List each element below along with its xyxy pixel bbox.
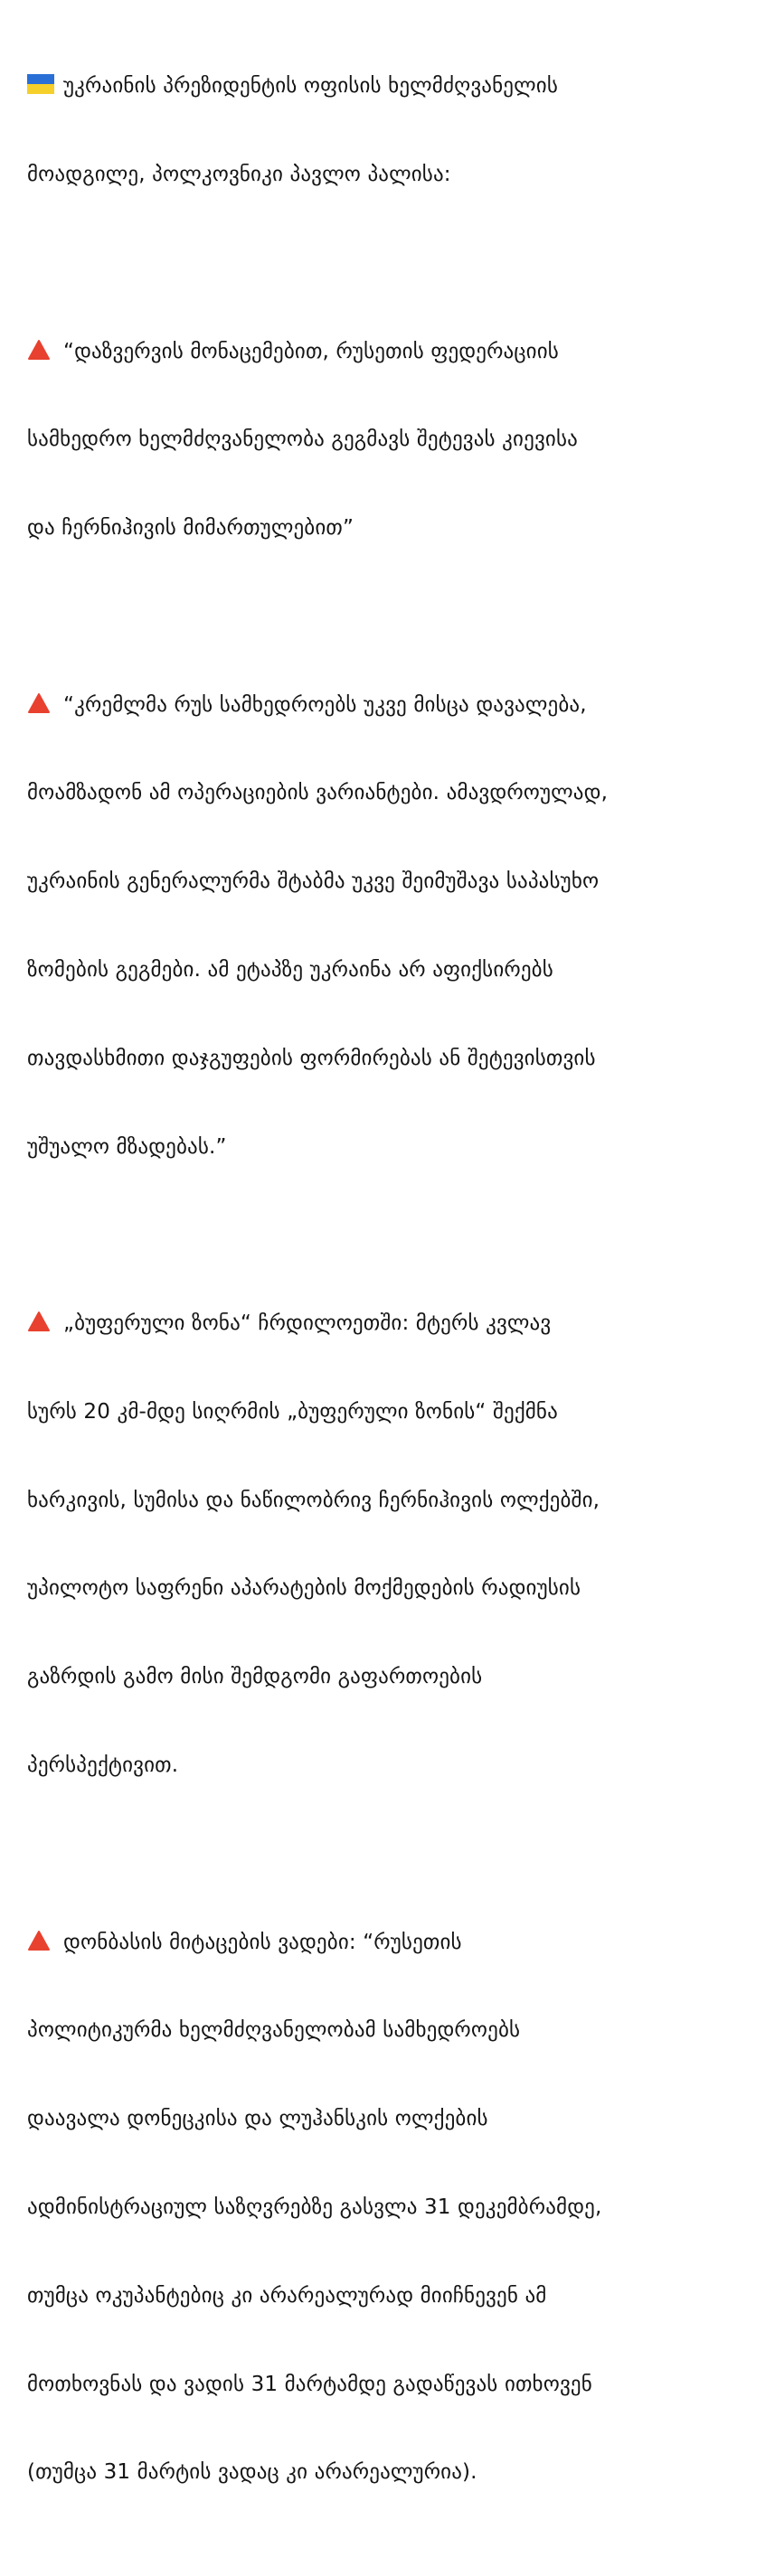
ukraine-flag-icon <box>27 74 54 94</box>
text-line: მოთხოვნას და ვადის 31 მარტამდე გადაწევას ითხოვენ <box>27 2372 592 2396</box>
text-line: (თუმცა 31 მარტის ვადაც კი არარეალურია). <box>27 2460 477 2485</box>
text-line: უპილოტო საფრენი აპარატების მოქმედების რადიუსის <box>27 1576 581 1601</box>
paragraph-kremlin-orders <box>27 631 761 1220</box>
text-line: თავდასხმითი დაჯგუფების ფორმირებას ან შეტევისთვის <box>27 1046 596 1070</box>
red-triangle-icon <box>27 1930 51 1951</box>
text-line: თუმცა ოკუპანტებიც კი არარეალურად მიიჩნევენ ამ <box>27 2283 547 2308</box>
paragraph-header <box>27 13 761 249</box>
text-line: პერსპექტივით. <box>27 1753 179 1778</box>
paragraph-donbas-deadlines <box>27 1868 761 2546</box>
text-line: “დაზვერვის მონაცემებით, რუსეთის ფედერაციის <box>27 337 761 367</box>
text-line: მოადგილე, პოლკოვნიკი პავლო პალისა: <box>27 162 451 186</box>
paragraph-offensive-plans <box>27 277 761 602</box>
text-line: მოამზადონ ამ ოპერაციების ვარიანტები. ამავდროულად, <box>27 781 609 805</box>
text-line: „ბუფერული ზონა“ ჩრდილოეთში: მტერს კვლავ <box>27 1309 761 1339</box>
post-body <box>27 13 761 2576</box>
text-line: უკრაინის პრეზიდენტის ოფისის ხელმძღვანელის <box>27 71 761 101</box>
text-line: სურს 20 კმ-მდე სიღრმის „ბუფერული ზონის“ შექმნა <box>27 1399 558 1424</box>
text-line: გაზრდის გამო მისი შემდგომი გაფართოების <box>27 1665 483 1689</box>
text-line: ზომების გეგმები. ამ ეტაპზე უკრაინა არ აფიქსირებს <box>27 958 553 982</box>
text-line: უკრაინის გენერალურმა შტაბმა უკვე შეიმუშავა საპასუხო <box>27 870 600 894</box>
red-triangle-icon <box>27 339 51 361</box>
text-line: ადმინისტრაციულ საზღვრებზე გასვლა 31 დეკემბრამდე, <box>27 2195 602 2219</box>
text-line: დაავალა დონეცკისა და ლუჰანსკის ოლქების <box>27 2107 488 2131</box>
text-line: ხარკივის, სუმისა და ნაწილობრივ ჩერნიჰივის ოლქებში, <box>27 1488 600 1512</box>
text-line: პოლიტიკურმა ხელმძღვანელობამ სამხედროებს <box>27 2018 521 2043</box>
text-line: უშუალო მზადებას.” <box>27 1134 227 1159</box>
text-line: სამხედრო ხელმძღვანელობა გეგმავს შეტევას კიევისა <box>27 428 578 452</box>
text-line: და ჩერნიჰივის მიმართულებით” <box>27 516 354 541</box>
red-triangle-icon <box>27 692 51 714</box>
red-triangle-icon <box>27 1311 51 1332</box>
paragraph-buffer-zone <box>27 1250 761 1839</box>
text-line: “კრემლმა რუს სამხედროებს უკვე მისცა დავალება, <box>27 691 761 720</box>
text-line: დონბასის მიტაცების ვადები: “რუსეთის <box>27 1928 761 1958</box>
